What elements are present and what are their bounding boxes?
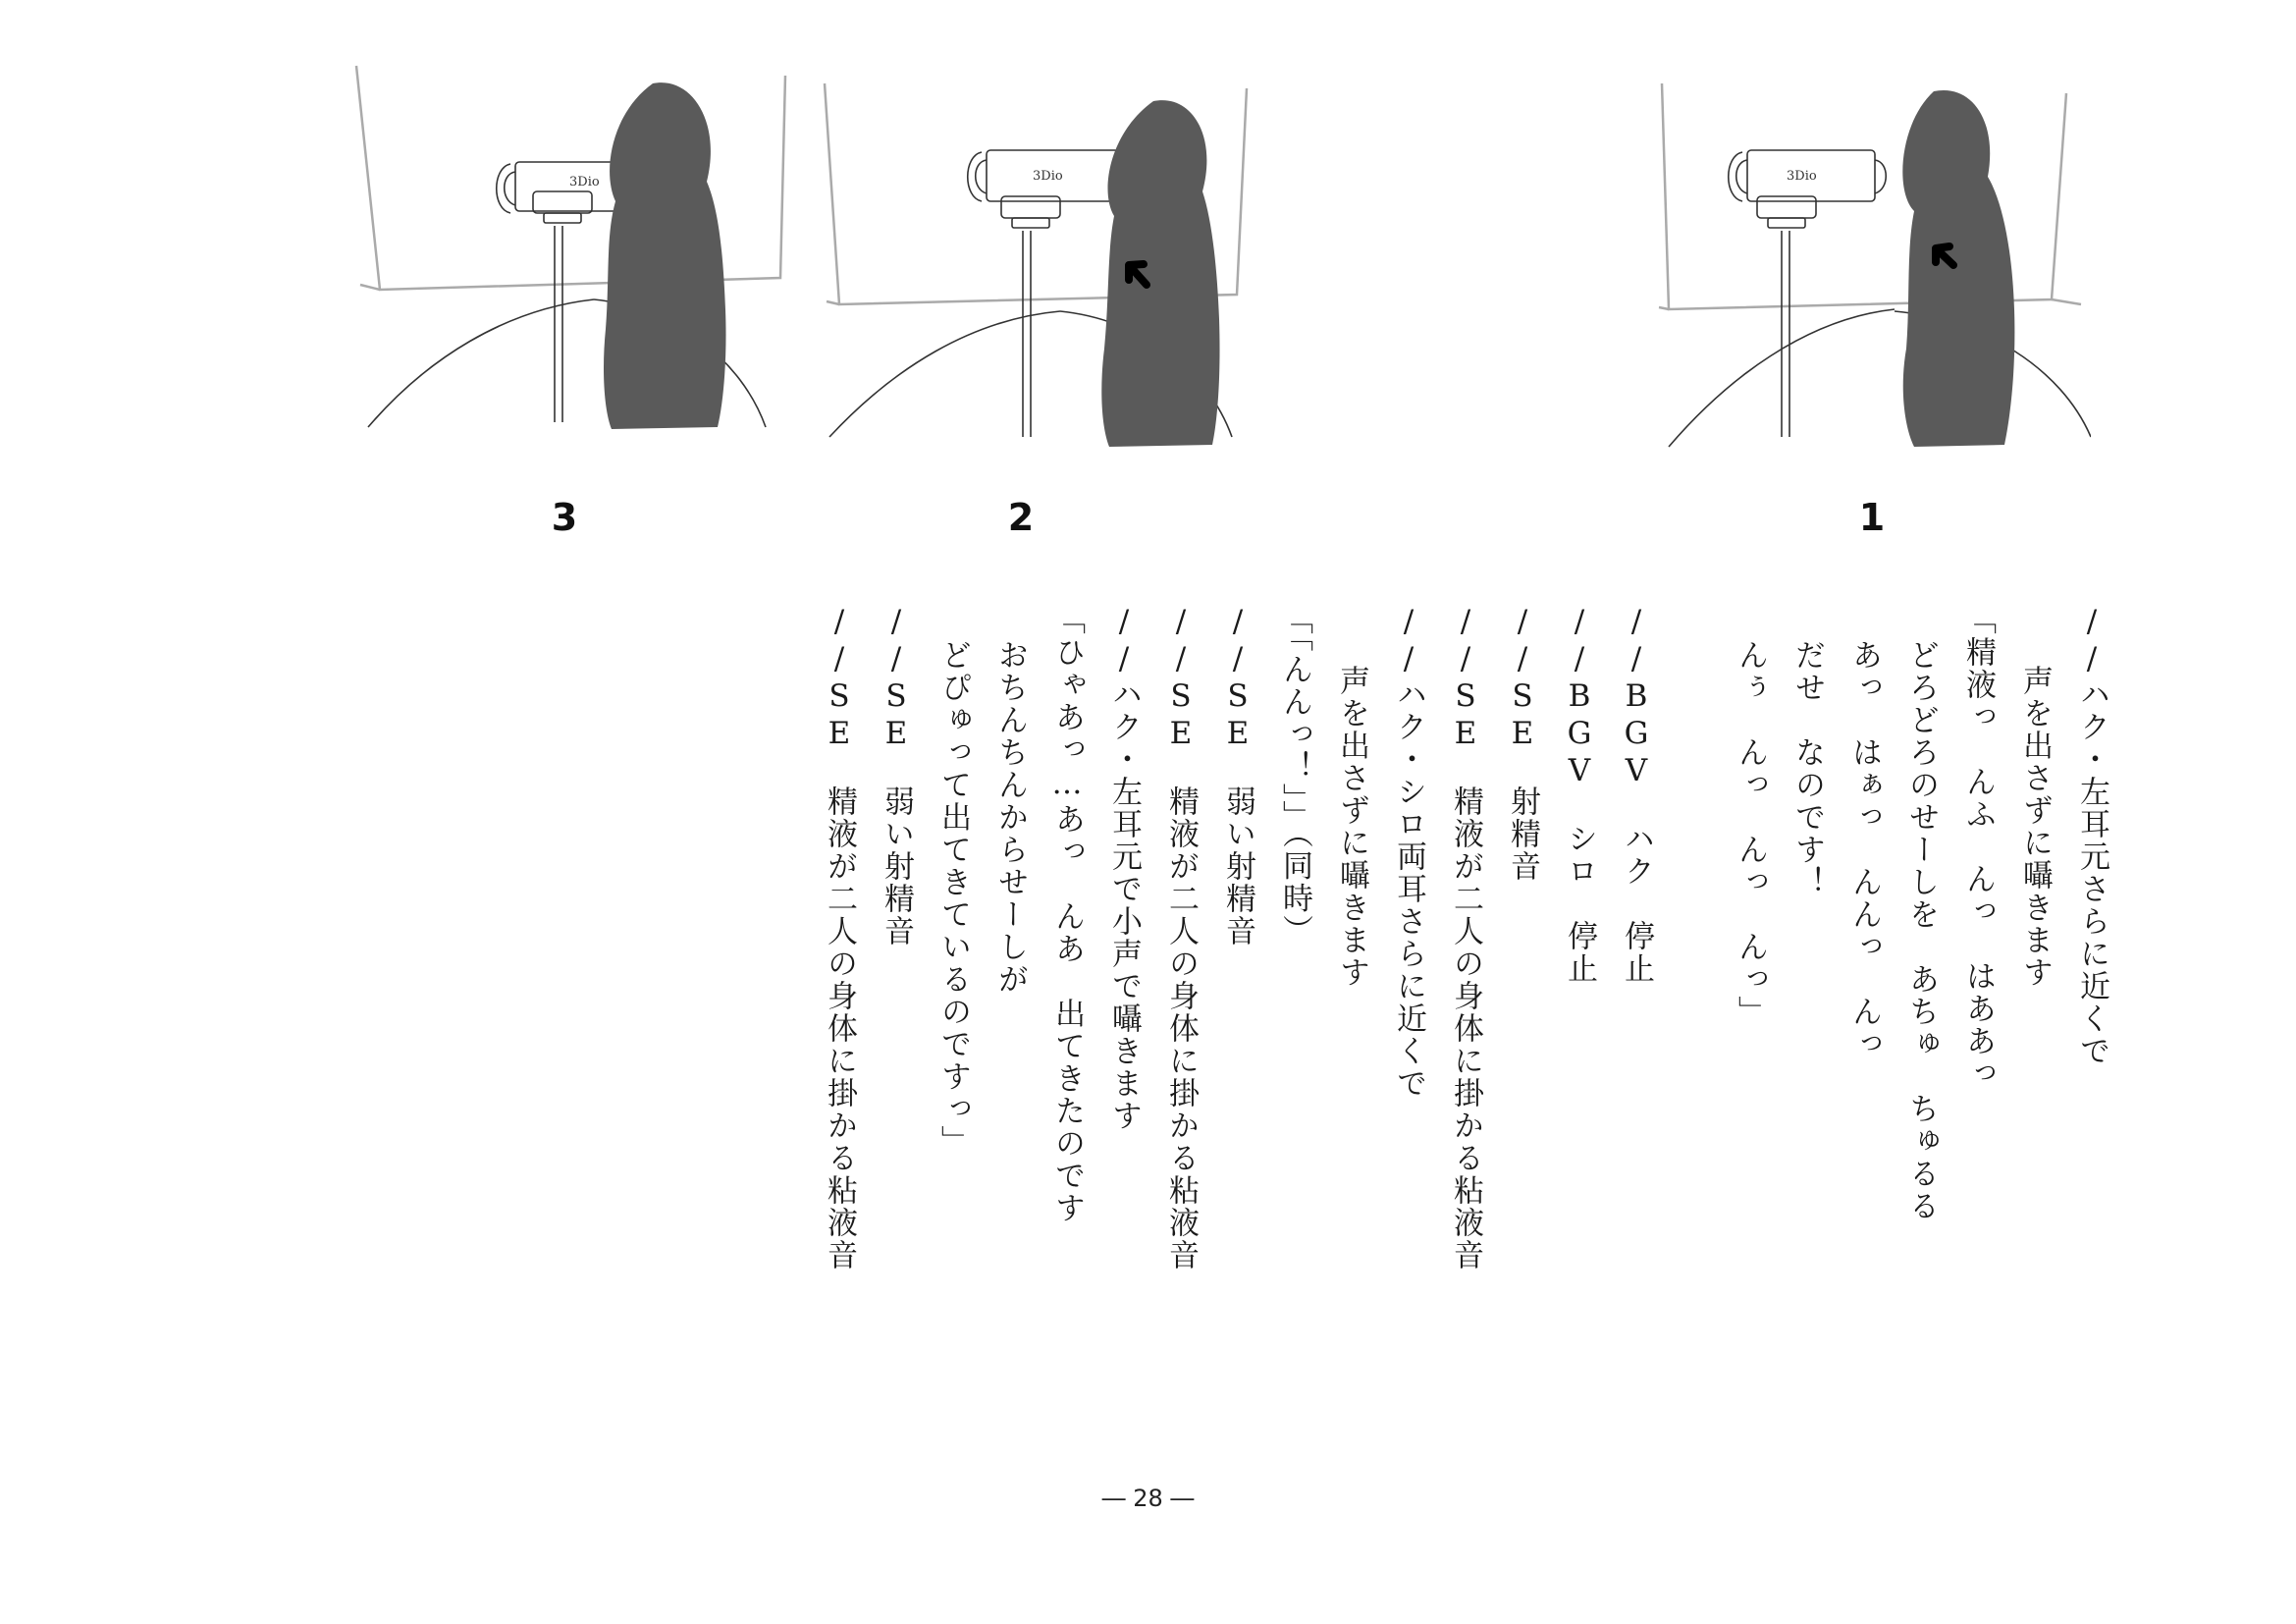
- storyboard-panel-2: [815, 54, 1256, 466]
- script-line: おちんちんからせーしが: [992, 639, 1028, 996]
- script-line: //SE 射精音: [1505, 604, 1540, 883]
- panel-number-3: 3: [551, 496, 578, 539]
- script-line: //ハク・左耳元で小声で囁きます: [1106, 604, 1142, 1132]
- script-line: //SE 弱い射精音: [879, 604, 914, 947]
- page-number: ― 28 ―: [1101, 1485, 1195, 1512]
- panel-number-2: 2: [1007, 496, 1035, 539]
- script-line: んぅ んっ んっ んっ」: [1733, 639, 1768, 1028]
- script-line: あっ はぁっ んんっ んっ: [1846, 639, 1882, 1060]
- script-line: //SE 弱い射精音: [1220, 604, 1255, 947]
- mic-label: 3Dio: [1033, 169, 1063, 184]
- script-line: //BGV シロ 停止: [1562, 604, 1597, 985]
- listener-silhouette: [1902, 90, 2014, 447]
- script-body: [236, 604, 2120, 1311]
- script-line: //SE 精液が二人の身体に掛かる粘液音: [822, 604, 857, 1272]
- script-line: 声を出さずに囁きます: [2017, 665, 2053, 989]
- panel-1-illustration: [1649, 54, 2091, 466]
- script-line: 「ひゃあっ…あっ んあ 出てきたのです: [1049, 604, 1085, 1224]
- storyboard-panel-3: [348, 54, 790, 466]
- script-line: //SE 精液が二人の身体に掛かる粘液音: [1163, 604, 1199, 1272]
- listener-silhouette: [604, 82, 726, 429]
- script-line: //SE 精液が二人の身体に掛かる粘液音: [1448, 604, 1483, 1272]
- script-line: //ハク・シロ両耳さらに近くで: [1391, 604, 1426, 1100]
- mic-label: 3Dio: [1787, 169, 1817, 184]
- script-line: //BGV ハク 停止: [1619, 604, 1654, 985]
- script-line: //ハク・左耳元さらに近くで: [2074, 604, 2109, 1067]
- script-gap: [1665, 604, 1722, 1311]
- script-line: 「精液っ んふ んっ はああっ: [1960, 604, 1996, 1090]
- script-line: どろどろのせーしを あちゅ ちゅるる: [1903, 639, 1939, 1222]
- listener-silhouette: [1101, 100, 1219, 447]
- script-line: だせ なのです！: [1789, 639, 1825, 898]
- script-line: どぴゅって出てきているのですっ」: [935, 639, 971, 1158]
- panel-3-illustration: [348, 54, 790, 466]
- storyboard-panel-1: [1649, 54, 2091, 466]
- script-line: 「「んんっ！」」（同時）: [1277, 604, 1312, 947]
- panel-number-1: 1: [1858, 496, 1886, 539]
- panel-2-illustration: [815, 54, 1256, 466]
- script-line: 声を出さずに囁きます: [1334, 665, 1369, 989]
- mic-label: 3Dio: [569, 175, 600, 189]
